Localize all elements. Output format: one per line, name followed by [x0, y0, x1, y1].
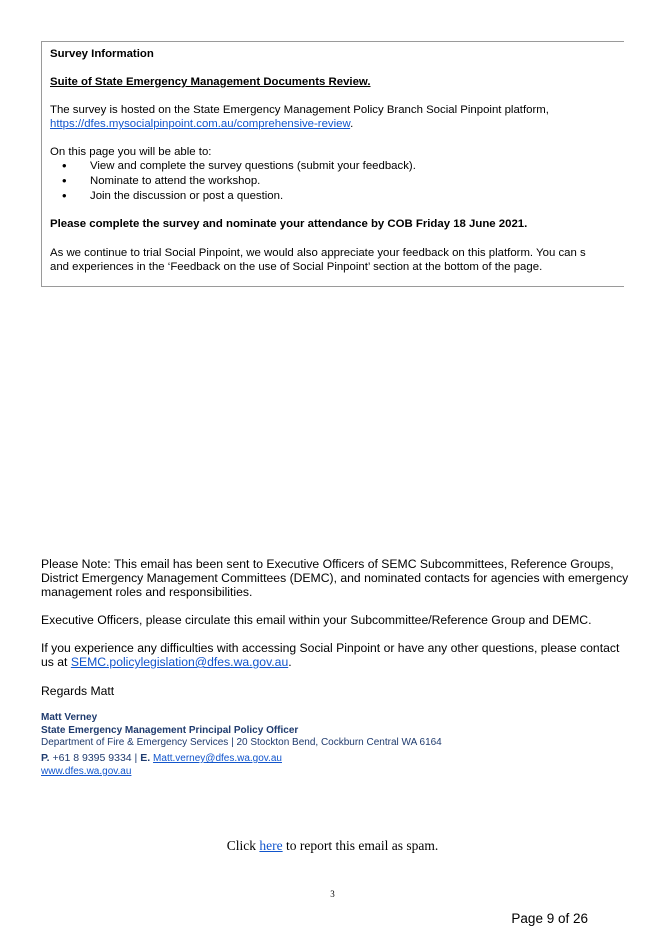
contact-separator: | [134, 752, 138, 764]
signature-title: State Emergency Management Principal Policy Officer [41, 725, 299, 736]
survey-deadline: Please complete the survey and nominate your attendance by COB Friday 18 June 2021. [50, 218, 528, 230]
phone-label: P. [41, 752, 50, 764]
email-label: E. [140, 752, 151, 764]
survey-intro: On this page you will be able to: [50, 146, 212, 158]
executive-officers-paragraph: Executive Officers, please circulate this email within your Subcommittee/Reference Group and DEMC. [41, 613, 592, 627]
page-of-indicator: Page 9 of 26 [511, 911, 588, 926]
spam-prefix: Click [226, 838, 260, 853]
signature-contact [41, 752, 282, 764]
spam-report-line [0, 838, 665, 854]
signature-email-link[interactable]: Matt.verney@dfes.wa.gov.au [153, 753, 282, 764]
survey-bullet-item: Join the discussion or post a question. [90, 190, 284, 202]
survey-heading: Survey Information [50, 48, 154, 60]
bullet-icon: • [62, 173, 67, 188]
contact-email-link[interactable]: SEMC.policylegislation@dfes.wa.gov.au [70, 655, 289, 669]
survey-trial-line-2: and experiences in the ‘Feedback on the use of Social Pinpoint’ section at the bottom of the page. [50, 261, 543, 273]
survey-bullet-item: View and complete the survey questions (submit your feedback). [90, 160, 416, 172]
survey-bullet-item: Nominate to attend the workshop. [90, 175, 261, 187]
survey-link-suffix: . [350, 118, 354, 130]
bullet-icon: • [62, 158, 67, 173]
phone-number: +61 8 9395 9334 [52, 752, 132, 764]
regards-line: Regards Matt [41, 684, 115, 698]
survey-link-line [50, 117, 353, 131]
signature-name: Matt Verney [41, 712, 98, 723]
signature-department: Department of Fire & Emergency Services | 20 Stockton Bend, Cockburn Central WA 6164 [41, 737, 442, 748]
contact-suffix: . [288, 655, 292, 669]
spam-report-link[interactable]: here [259, 838, 283, 853]
bullet-icon: • [62, 188, 67, 203]
spam-suffix: to report this email as spam. [282, 838, 439, 853]
page-number: 3 [330, 889, 335, 899]
survey-link[interactable]: https://dfes.mysocialpinpoint.com.au/comprehensive-review [50, 118, 351, 130]
survey-hosted-line: The survey is hosted on the State Emergency Management Policy Branch Social Pinpoint platform, [50, 104, 549, 116]
survey-trial-line-1: As we continue to trial Social Pinpoint, we would also appreciate your feedback on this platform. You can s [50, 247, 586, 259]
difficulty-paragraph [41, 641, 631, 669]
survey-subheading: Suite of State Emergency Management Documents Review. [50, 76, 371, 88]
signature-website [41, 766, 131, 777]
survey-info-box [41, 41, 624, 287]
difficulty-text: If you experience any difficulties with accessing Social Pinpoint or have any other questions, please contact us at [41, 641, 620, 669]
website-link[interactable]: www.dfes.wa.gov.au [41, 766, 132, 777]
please-note-paragraph: Please Note: This email has been sent to Executive Officers of SEMC Subcommittees, Reference Groups, District Emergency Management Committees (DEMC), and nominated contacts for agencies with emergency management roles and responsibilities. [41, 557, 629, 599]
